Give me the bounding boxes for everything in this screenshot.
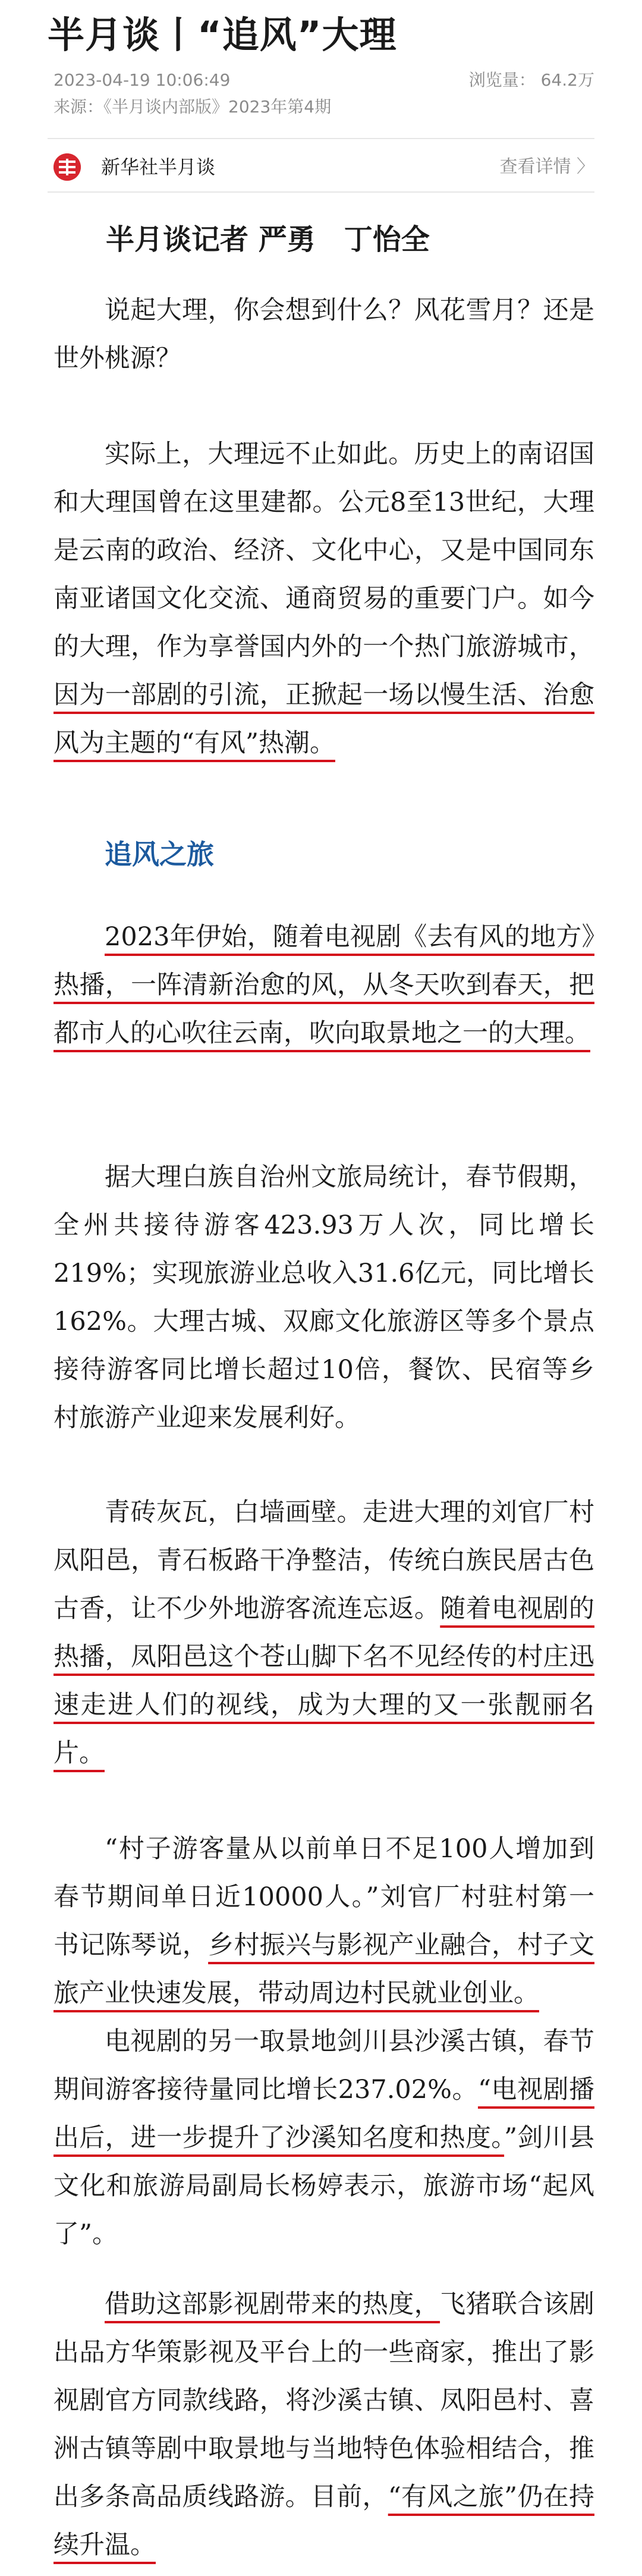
paragraph-6 (54, 1825, 594, 2018)
paragraph-2 (54, 430, 594, 768)
meta-row-source (54, 95, 594, 119)
divider (48, 138, 594, 139)
article-source: 来源：《半月谈内部版》2023年第4期 (54, 97, 332, 117)
paragraph-4-text: 据大理白族自治州文旅局统计，春节假期，全州共接待游客423.93万人次，同比增长219%；实现旅游业总收入31.6亿元，同比增长162%。大理古城、双廊文化旅游区等多个景点接待游客同比增长超过10倍，餐饮、民宿等乡村旅游产业迎来发展利好。 (54, 1162, 594, 1433)
meta-row-datetime (54, 68, 594, 92)
byline: 半月谈记者 严勇 丁怡全 (106, 223, 430, 256)
view-count: 浏览量： 64.2万 (468, 70, 594, 90)
paragraph-5-text: 青砖灰瓦，白墙画壁。走进大理的刘官厂村凤阳邑，青石板路干净整洁，传统白族民居古色古香，让不少外地游客流连忘返。 (54, 1498, 594, 1624)
xinhua-logo-icon-graphic (54, 153, 81, 181)
publish-datetime: 2023-04-19 10:06:49 (54, 70, 231, 90)
article-title: 半月谈丨“追风”大理 (48, 13, 397, 56)
divider (48, 191, 594, 193)
paragraph-7-text: 电视剧的另一取景地剑川县沙溪古镇，春节期间游客接待量同比增长237.02%。 (54, 2027, 594, 2105)
paragraph-6-highlight: 乡村振兴与影视产业融合，村子文旅产业快速发展，带动周边村民就业创业。 (54, 1930, 595, 2008)
section-heading: 追风之旅 (105, 838, 214, 870)
paragraph-5 (54, 1489, 594, 1778)
paragraph-1-text: 说起大理，你会想到什么？风花雪月？还是世外桃源？ (54, 295, 594, 373)
paragraph-3-highlight: 2023年伊始，随着电视剧《去有风的地方》热播，一阵清新治愈的风，从冬天吹到春天，把都市人的心吹往云南，吹向取景地之一的大理。 (54, 922, 594, 1048)
paragraph-8-highlight-end: “有风之旅”仍在持续升温。 (54, 2482, 594, 2560)
paragraph-2-highlight: 因为一部剧的引流，正掀起一场以慢生活、治愈风为主题的“有风”热潮。 (54, 680, 594, 758)
source-account-name: 新华社半月谈 (101, 156, 216, 178)
paragraph-8 (54, 2281, 594, 2569)
view-details-link[interactable]: 查看详情 〉 (499, 156, 594, 177)
paragraph-2-text: 实际上，大理远不止如此。历史上的南诏国和大理国曾在这里建都。公元8至13世纪，大理是云南的政治、经济、文化中心，又是中国同东南亚诸国文化交流、通商贸易的重要门户。如今的大理，作为享誉国内外的一个热门旅游城市， (54, 439, 594, 662)
paragraph-4 (54, 1153, 594, 1442)
paragraph-8-text: 飞猪联合该剧出品方华策影视及平台上的一些商家，推出了影视剧官方同款线路，将沙溪古镇、凤阳邑村、喜洲古镇等剧中取景地与当地特色体验相结合，推出多条高品质线路游。目前， (54, 2289, 595, 2512)
paragraph-7-text-end: ”剑川县文化和旅游局副局长杨婷表示，旅游市场“起风了”。 (54, 2123, 595, 2249)
source-bar[interactable] (48, 143, 594, 190)
paragraph-7-highlight: “电视剧播出后，进一步提升了沙溪知名度和热度。 (54, 2075, 594, 2153)
xinhua-logo-icon (54, 153, 81, 181)
paragraph-7 (54, 2018, 594, 2259)
paragraph-1 (54, 287, 594, 383)
paragraph-8-highlight: 借助这部影视剧带来的热度， (105, 2289, 440, 2319)
paragraph-5-highlight: 随着电视剧的热播，凤阳邑这个苍山脚下名不见经传的村庄迅速走进人们的视线，成为大理的又一张靓丽名片。 (54, 1594, 595, 1768)
paragraph-6-text: “村子游客量从以前单日不足100人增加到春节期间单日近10000人。”刘官厂村驻村第一书记陈琴说， (54, 1834, 594, 1960)
paragraph-3 (54, 913, 594, 1058)
